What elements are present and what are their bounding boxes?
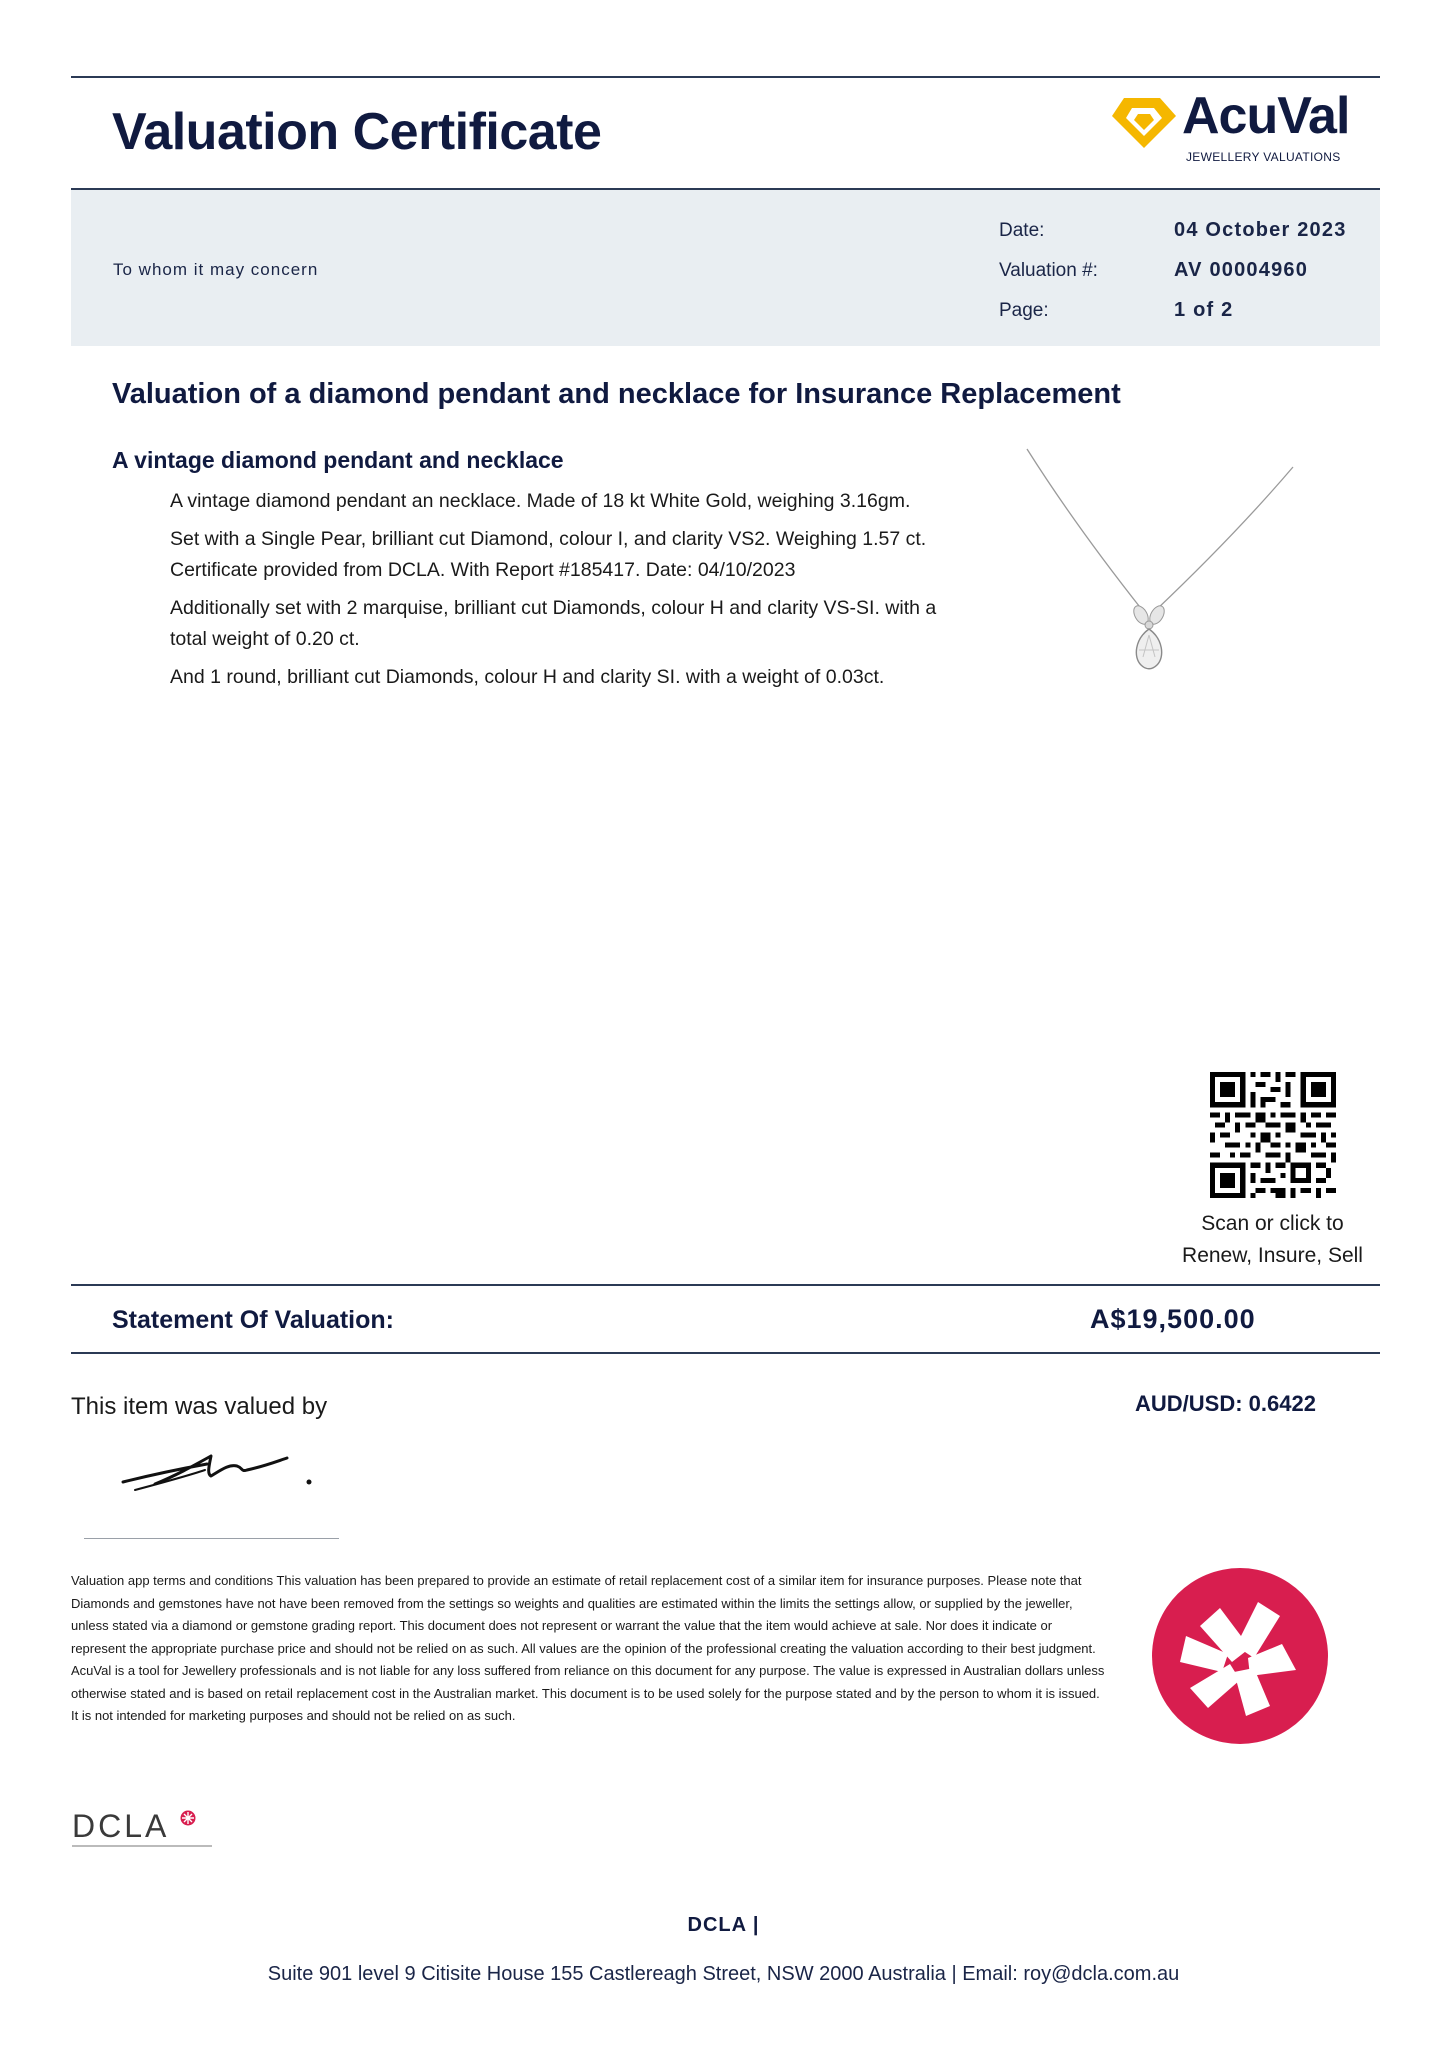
pendant-necklace-image <box>1015 445 1300 675</box>
dcla-logo-underline <box>72 1845 212 1847</box>
top-rule <box>71 76 1380 78</box>
info-band <box>71 190 1380 346</box>
qr-caption <box>1150 1208 1395 1272</box>
description-line-3: Additionally set with 2 marquise, brilliant cut Diamonds, colour H and clarity VS-SI. with a total weight of 0.20 ct. <box>170 597 937 650</box>
dcla-logo <box>72 1808 202 1856</box>
recipient-line: To whom it may concern <box>113 260 319 279</box>
dcla-emblem <box>1150 1566 1330 1746</box>
statement-top-rule <box>71 1284 1380 1286</box>
qr-caption-line-1: Scan or click to <box>1201 1212 1344 1235</box>
page-label: Page: <box>999 300 1049 321</box>
statement-value: A$19,500.00 <box>1090 1304 1256 1334</box>
valuer-signature <box>115 1440 315 1500</box>
item-subheading: A vintage diamond pendant and necklace <box>112 447 564 473</box>
statement-bottom-rule <box>71 1352 1380 1354</box>
date-value: 04 October 2023 <box>1174 219 1347 241</box>
footer-address: Suite 901 level 9 Citisite House 155 Castlereagh Street, NSW 2000 Australia | Email: roy@dcla.com.au <box>267 1963 1180 1985</box>
signature-line <box>84 1538 339 1539</box>
qr-code[interactable] <box>1210 1072 1336 1198</box>
description-line-4: And 1 round, brilliant cut Diamonds, colour H and clarity SI. with a weight of 0.03ct. <box>170 666 885 688</box>
footer-company: DCLA | <box>687 1914 760 1936</box>
acuval-wordmark: AcuVal <box>1182 87 1350 145</box>
date-label: Date: <box>999 220 1045 241</box>
description-line-1: A vintage diamond pendant an necklace. Made of 18 kt White Gold, weighing 3.16gm. <box>170 490 911 512</box>
page-title: Valuation Certificate <box>112 103 602 161</box>
valuation-number-label: Valuation #: <box>999 260 1098 281</box>
acuval-gem-icon <box>1110 92 1180 152</box>
valuation-number-value: AV 00004960 <box>1174 259 1309 281</box>
page-value: 1 of 2 <box>1174 299 1234 321</box>
description-line-2: Set with a Single Pear, brilliant cut Diamond, colour I, and clarity VS2. Weighing 1.57 ct. Certificate provided from DCLA. With Report #185417. Date: 04/10/2023 <box>170 528 927 581</box>
exchange-rate: AUD/USD: 0.6422 <box>1135 1391 1316 1416</box>
valued-by-label: This item was valued by <box>71 1393 328 1420</box>
qr-caption-line-2: Renew, Insure, Sell <box>1182 1244 1363 1267</box>
dcla-logo-wordmark: DCLA <box>72 1808 170 1844</box>
acuval-tagline: JEWELLERY VALUATIONS <box>1186 150 1341 164</box>
statement-label: Statement Of Valuation: <box>112 1306 394 1334</box>
dcla-logo-mark-icon <box>180 1810 196 1826</box>
terms-and-conditions: Valuation app terms and conditions This valuation has been prepared to provide an estimate of retail replacement cost of a similar item for insurance purposes. Please note that Diamonds and gemstones have not have been removed from the settings so weights and qualities are estimated within the limits the settings allow, or supplied by the jeweller, unless stated via a diamond or gemstone grading report. This document does not represent or warrant the value that the item would achieve at sale. Nor does it indicate or represent the appropriate purchase price and should not be relied on as such. All values are the opinion of the professional creating the valuation according to their best judgment. AcuVal is a tool for Jewellery professionals and is not liable for any loss suffered from reliance on this document for any purpose. The value is expressed in Australian dollars unless otherwise stated and is based on retail replacement cost in the Australian market. This document is to be used solely for the purpose stated and by the person to whom it is issued. It is not intended for marketing purposes and should not be relied on as such. <box>71 1573 1105 1723</box>
valuation-heading: Valuation of a diamond pendant and necklace for Insurance Replacement <box>112 378 1121 410</box>
acuval-logo[interactable] <box>1110 87 1360 172</box>
